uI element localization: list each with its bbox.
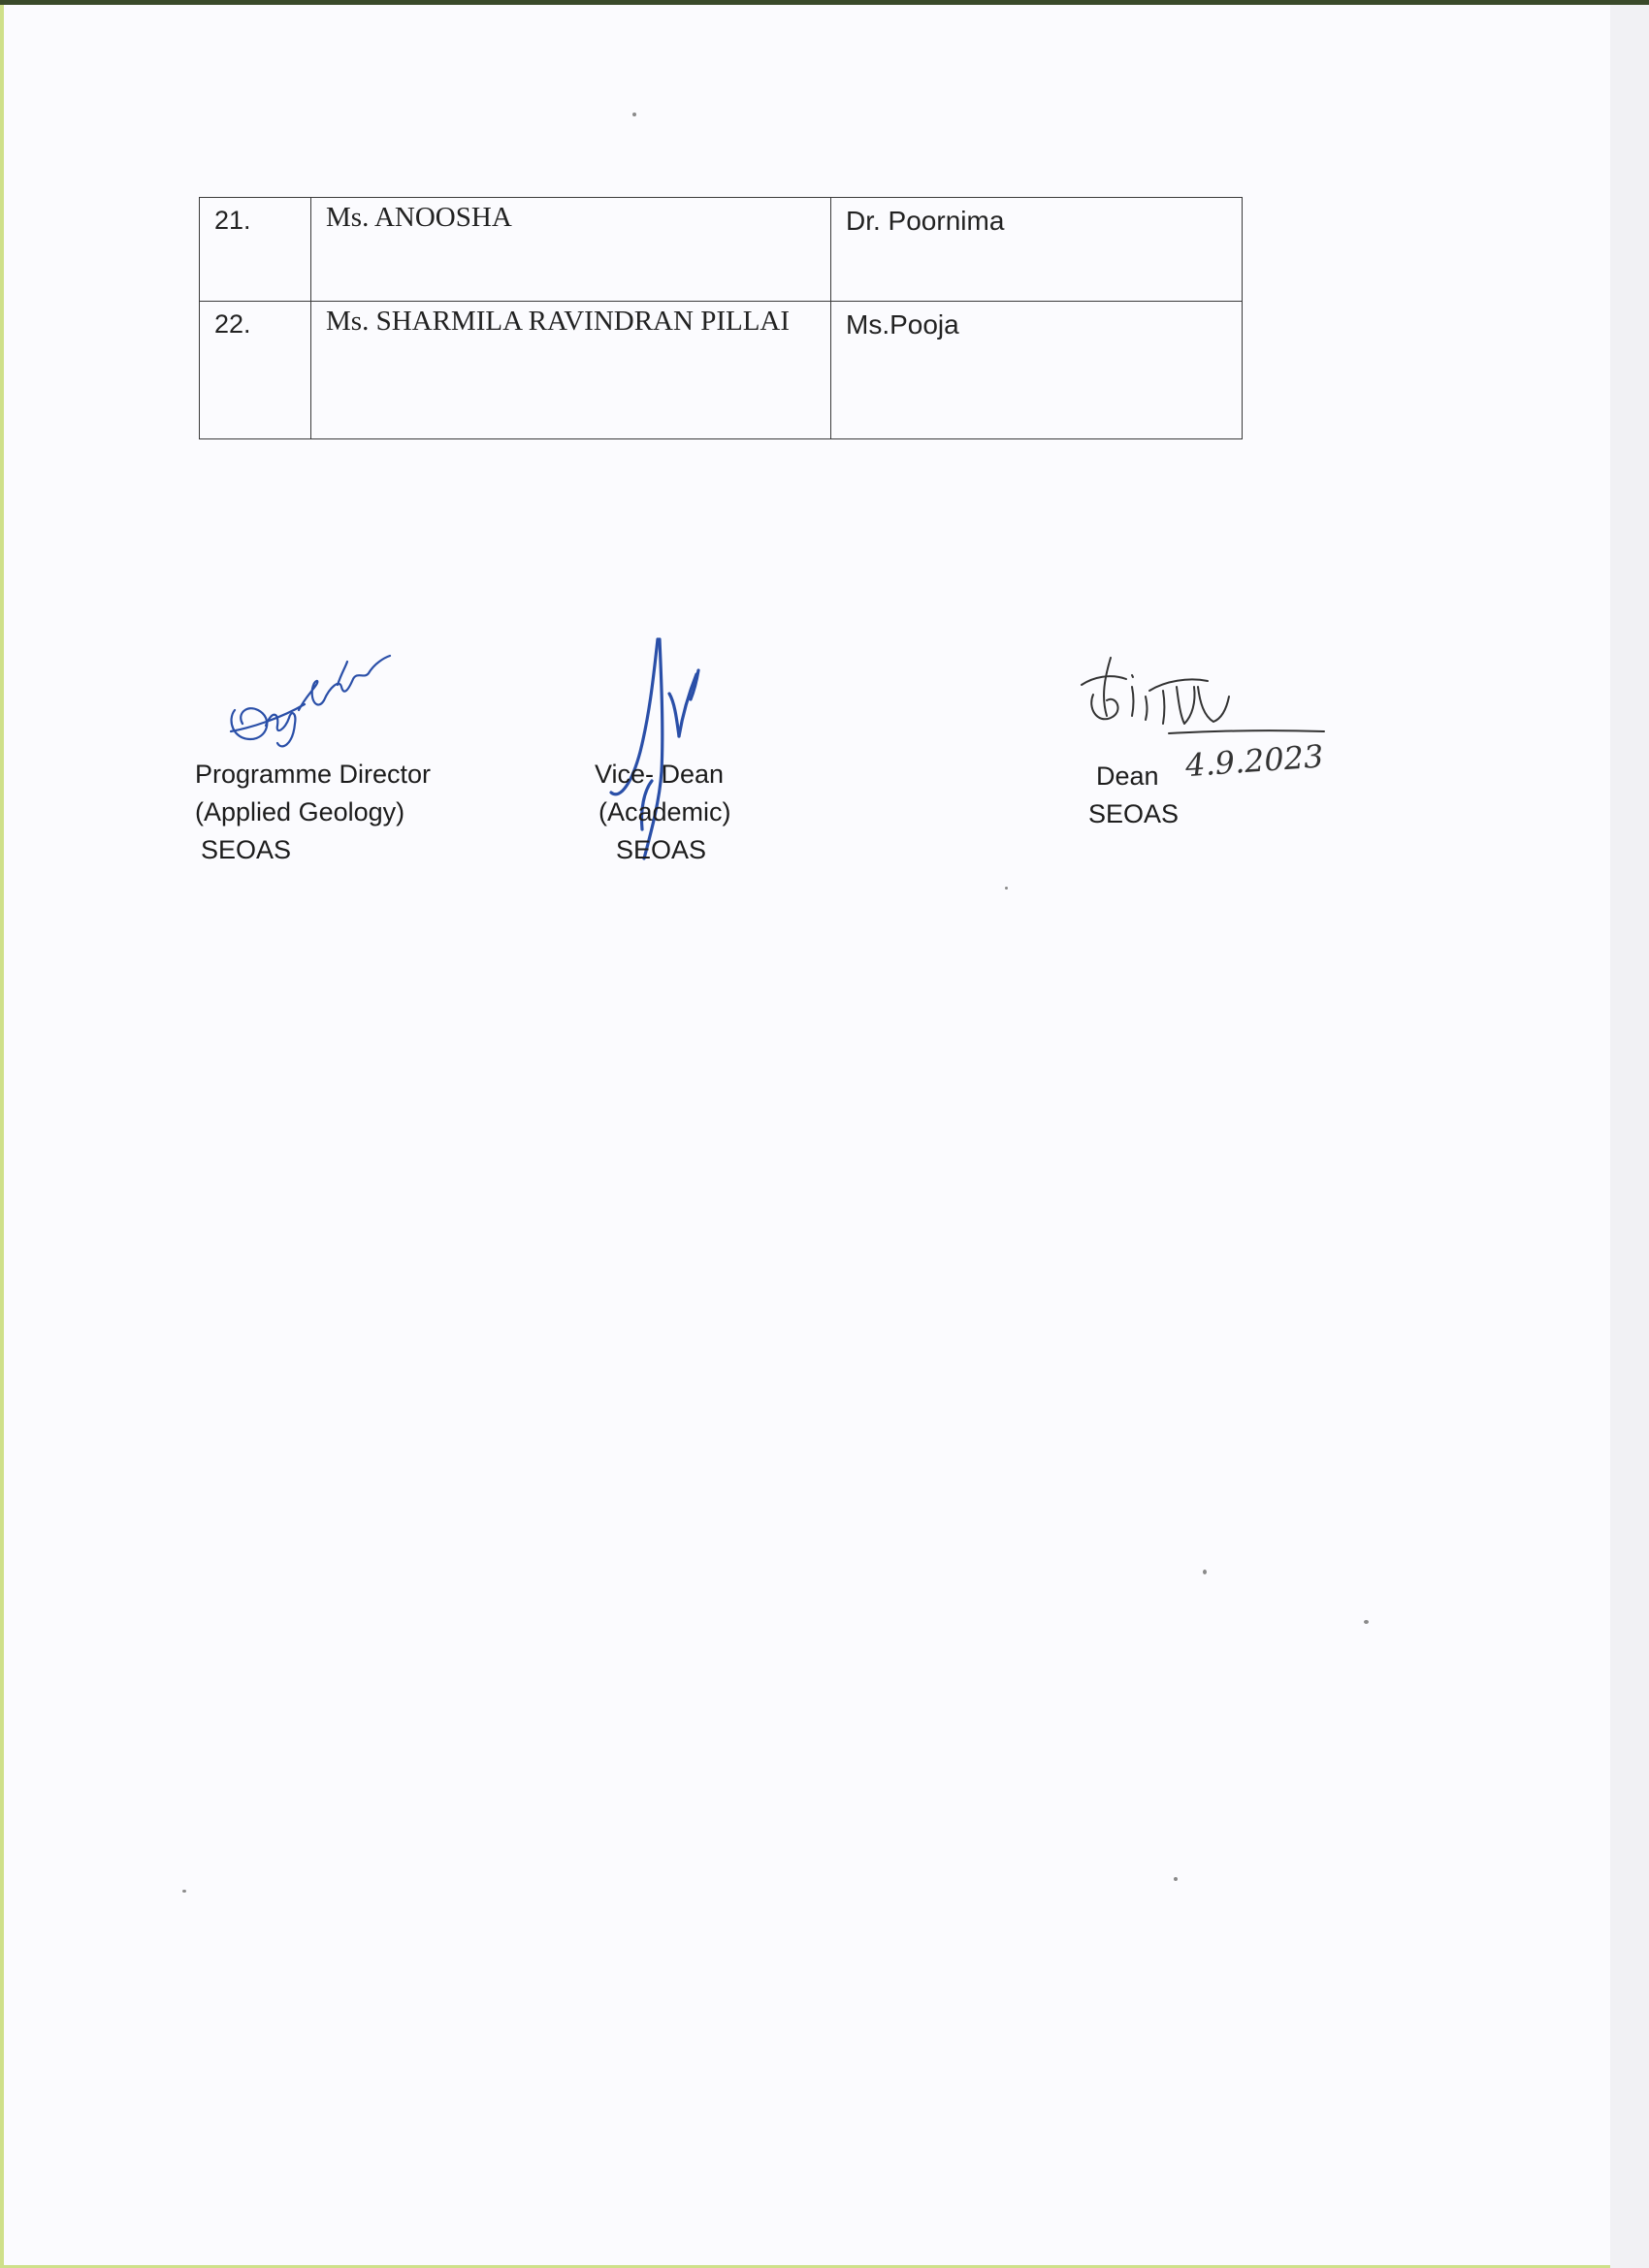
programme-director-signature: [223, 650, 398, 761]
signer-title: Dean: [1096, 761, 1159, 791]
dean-block: [1088, 758, 1179, 833]
signer-title: Programme Director: [195, 760, 432, 789]
student-name: Ms. ANOOSHA: [311, 198, 831, 302]
scan-speck: [1005, 887, 1008, 890]
scan-speck: [1364, 1620, 1369, 1624]
signer-school: SEOAS: [616, 835, 707, 864]
table-row: [200, 302, 1243, 439]
programme-director-block: [195, 756, 431, 869]
guide-name: Dr. Poornima: [831, 198, 1243, 302]
guide-name: Ms.Pooja: [831, 302, 1243, 439]
signer-title: Vice- Dean: [595, 760, 725, 789]
dean-signature-date: [1181, 732, 1337, 789]
serial-number: 22.: [200, 302, 311, 439]
scan-speck: [182, 1890, 186, 1893]
signer-school: SEOAS: [201, 835, 292, 864]
date-text: 4.9.2023: [1183, 737, 1325, 785]
serial-number: 21.: [200, 198, 311, 302]
signer-department: (Academic): [598, 797, 731, 826]
student-name: Ms. SHARMILA RAVINDRAN PILLAI: [311, 302, 831, 439]
scan-speck: [1203, 1570, 1207, 1574]
signer-school: SEOAS: [1088, 799, 1180, 828]
page-shadow-edge: [1610, 5, 1649, 2268]
vice-dean-block: [595, 756, 731, 869]
student-guide-table: [199, 197, 1243, 439]
scan-speck: [1174, 1877, 1178, 1881]
signer-department: (Applied Geology): [195, 797, 405, 826]
table-row: [200, 198, 1243, 302]
scan-speck: [632, 113, 636, 116]
